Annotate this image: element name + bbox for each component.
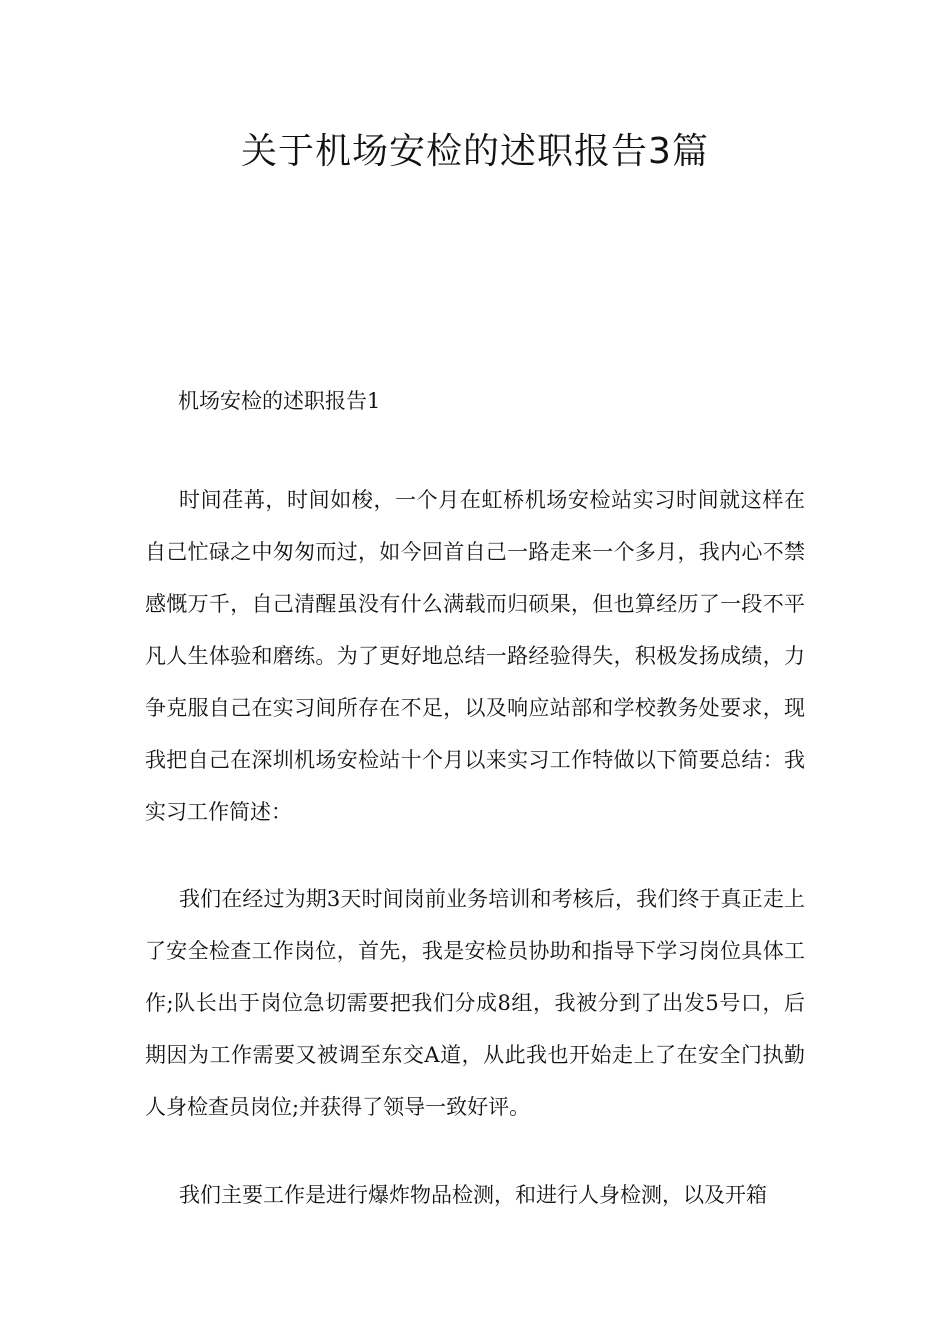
paragraph-3: 我们主要工作是进行爆炸物品检测，和进行人身检测，以及开箱	[179, 1183, 767, 1207]
section-heading: 机场安检的述职报告1	[178, 389, 381, 413]
paragraph-1: 时间荏苒，时间如梭，一个月在虹桥机场安检站实习时间就这样在自己忙碌之中匆匆而过，如今回首自己一路走来一个多月，我内心不禁感慨万千，自己清醒虽没有什么满载而归硕果，但也算经历了一段不平凡人生体验和磨练。为了更好地总结一路经验得失，积极发扬成绩，力争克服自己在实习间所存在不足，以及响应站部和学校教务处要求，现我把自己在深圳机场安检站十个月以来实习工作特做以下简要总结：我实习工作简述：	[145, 488, 805, 824]
paragraph-2: 我们在经过为期3天时间岗前业务培训和考核后，我们终于真正走上了安全检查工作岗位，首先，我是安检员协助和指导下学习岗位具体工作;队长出于岗位急切需要把我们分成8组，我被分到了出发5号口，后期因为工作需要又被调至东交A道，从此我也开始走上了在安全门执勤人身检查员岗位;并获得了领导一致好评。	[145, 887, 805, 1119]
document-title: 关于机场安检的述职报告3篇	[241, 131, 709, 172]
